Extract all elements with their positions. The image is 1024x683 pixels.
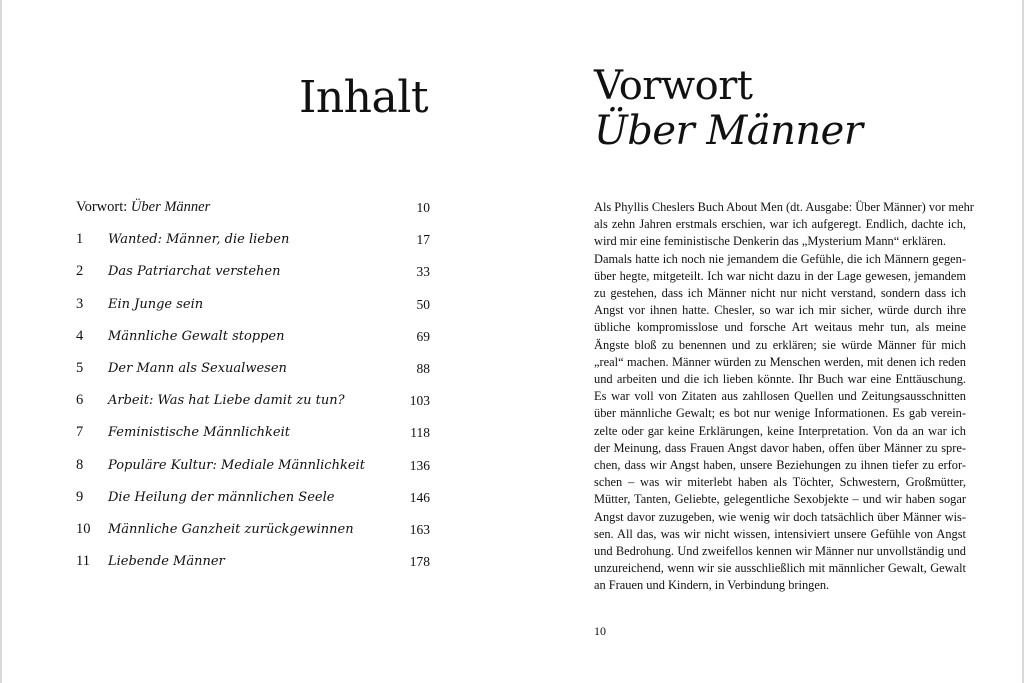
- body-line: Angst davor zuzugeben, wie wenig wir doch tatsächlich über Männer wis-: [594, 509, 966, 524]
- foreword-page: [512, 0, 1024, 683]
- contents-entry-chapter-3[interactable]: [76, 296, 430, 328]
- chapter-title: Ein Junge sein: [108, 296, 204, 312]
- chapter-title: Männliche Gewalt stoppen: [108, 328, 285, 344]
- foreword-title: Vorwort: [594, 63, 753, 109]
- body-line: zelte oder gar keine Erklärungen, keine Interpretation. Von da an war ich: [594, 423, 966, 438]
- body-line: und arbeiten und die ich lieben könnte. Ihr Buch war eine Enttäuschung.: [594, 372, 966, 387]
- contents-entry-chapter-1[interactable]: [76, 231, 430, 263]
- chapter-page: 103: [409, 393, 430, 409]
- body-line: der Meinung, dass Frauen Angst davor haben, offen über Männer zu spre-: [594, 440, 966, 455]
- chapter-page: 146: [409, 489, 430, 505]
- body-line: zu gestehen, dass ich Männer nicht nur nicht verstand, sondern dass ich: [594, 286, 966, 301]
- body-line: wird mir eine feministische Denkerin das „Mysterium Mann“ erklären.: [594, 234, 946, 249]
- contents-entry-chapter-4[interactable]: [76, 328, 430, 360]
- body-line: an Frauen und Kindern, in Verbindung bringen.: [594, 578, 830, 593]
- contents-entry-chapter-2[interactable]: [76, 263, 430, 295]
- chapter-page: 50: [416, 296, 430, 312]
- body-line: unzureichend, wenn wir sie ausschließlich mit männlicher Gewalt, Gewalt: [594, 561, 966, 576]
- contents-entry-chapter-6[interactable]: [76, 392, 430, 424]
- chapter-title: Feministische Männlichkeit: [108, 425, 290, 441]
- body-line: chen, dass wir Angst haben, unsere Beziehungen zu ihnen tiefer zu erfor-: [594, 458, 966, 473]
- chapter-page: 163: [409, 521, 430, 537]
- chapter-number: 2: [76, 263, 84, 280]
- contents-entry-chapter-7[interactable]: [76, 424, 430, 456]
- chapter-number: 9: [76, 488, 84, 505]
- contents-entry-chapter-8[interactable]: [76, 457, 430, 489]
- foreword-body: [594, 199, 974, 595]
- chapter-page: 69: [416, 328, 430, 344]
- chapter-number: 3: [76, 295, 84, 312]
- chapter-page: 118: [410, 425, 430, 441]
- contents-entry-chapter-11[interactable]: [76, 553, 430, 585]
- contents-entry-chapter-10[interactable]: [76, 521, 430, 553]
- chapter-title: Das Patriarchat verstehen: [108, 264, 281, 280]
- contents-entry-foreword[interactable]: [76, 199, 430, 231]
- foreword-entry-prefix: Vorwort:: [76, 199, 131, 215]
- chapter-number: 4: [76, 327, 84, 344]
- chapter-page: 178: [409, 554, 430, 570]
- chapter-title: Wanted: Männer, die lieben: [108, 232, 290, 248]
- body-line: über männliche Gewalt; es bot nur wenige Informationen. Es gab verein-: [594, 406, 966, 421]
- body-line: Als Phyllis Cheslers Buch About Men (dt. Ausgabe: Über Männer) vor mehr: [594, 200, 974, 214]
- chapter-number: 10: [76, 520, 91, 537]
- chapter-page: 17: [416, 232, 430, 248]
- chapter-number: 7: [76, 424, 84, 441]
- foreword-entry-page: 10: [416, 200, 430, 215]
- contents-list: [76, 199, 430, 585]
- chapter-number: 11: [76, 553, 90, 570]
- chapter-page: 136: [409, 457, 430, 473]
- foreword-entry-title: Über Männer: [130, 199, 211, 215]
- foreword-entry-label: [76, 199, 210, 216]
- foreword-heading: [594, 64, 862, 154]
- body-line: Es war voll von Zitaten aus zahllosen Quellen und Zeitungsausschnitten: [594, 389, 966, 404]
- chapter-title: Der Mann als Sexualwesen: [108, 360, 287, 376]
- chapter-number: 6: [76, 392, 84, 409]
- body-line: Angst vor ihnen hatte. Chesler, so war ich mir sicher, würde durch ihre: [594, 303, 966, 318]
- body-line: Mütter, Tanten, Geliebte, gelegentliche Sexobjekte – und wir haben sogar: [594, 492, 966, 507]
- contents-title: Inhalt: [298, 72, 428, 123]
- chapter-title: Liebende Männer: [108, 554, 225, 570]
- chapter-title: Populäre Kultur: Mediale Männlichkeit: [108, 457, 365, 473]
- chapter-page: 88: [416, 360, 430, 376]
- chapter-number: 5: [76, 359, 84, 376]
- body-line: über hegte, mitgeteilt. Ich war nicht dazu in der Lage gewesen, jemandem: [594, 268, 966, 283]
- chapter-title: Männliche Ganzheit zurückgewinnen: [108, 521, 354, 537]
- body-line: Damals hatte ich noch nie jemandem die Gefühle, die ich Männern gegen-: [594, 251, 966, 266]
- foreword-subtitle: Über Männer: [594, 108, 863, 154]
- chapter-number: 8: [76, 456, 84, 473]
- body-line: Ängste bloß zu benennen und zu erklären; sie würde Männer für mich: [594, 337, 966, 352]
- page-number: 10: [594, 624, 606, 638]
- body-line: sen. All das, was wir nicht wissen, intensiviert unsere Gefühle von Angst: [594, 526, 966, 541]
- contents-entry-chapter-5[interactable]: [76, 360, 430, 392]
- body-line: als zehn Jahren erstmals erschien, war ich aufgeregt. Endlich, dachte ich,: [594, 217, 966, 232]
- chapter-page: 33: [416, 264, 430, 280]
- contents-entry-chapter-9[interactable]: [76, 489, 430, 521]
- chapter-number: 1: [76, 231, 84, 248]
- body-line: und Bedrohung. Und zweifellos kennen wir Männer nur unvollständig und: [594, 544, 966, 559]
- body-line: schen – was wir miterlebt haben als Töchter, Schwestern, Großmütter,: [594, 475, 966, 490]
- chapter-title: Die Heilung der männlichen Seele: [108, 489, 335, 505]
- body-line: „real“ machen. Männer würden zu Menschen werden, mit denen ich reden: [594, 354, 966, 369]
- chapter-title: Arbeit: Was hat Liebe damit zu tun?: [108, 393, 345, 409]
- body-line: übliche kompromisslose und forsche Art weitaus mehr tun, als meine: [594, 320, 966, 335]
